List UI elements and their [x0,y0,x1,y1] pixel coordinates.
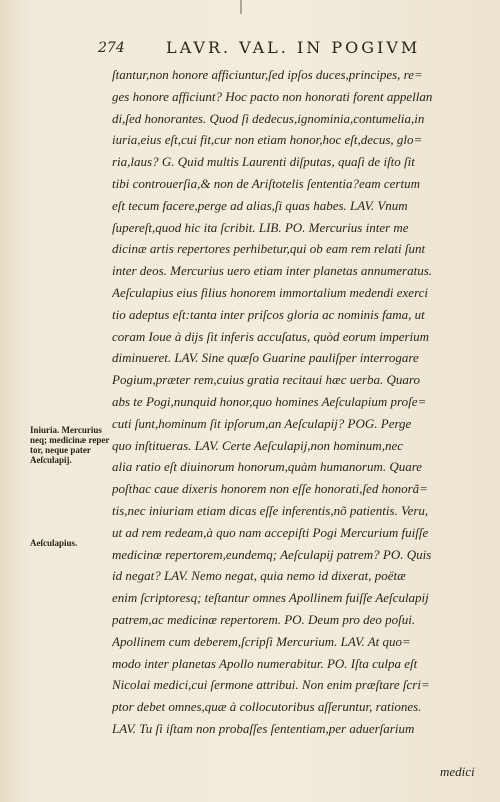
text-line: Apollinem cum deberem,ſcripſi Mercurium. LAV. At quo= [112,633,411,649]
text-line: quo inſtitueras. LAV. Certe Aeſculapij,non hominum,nec [112,437,403,453]
text-line: poſthac caue dixeris honorem non eſſe honorati,ſed honorã= [112,481,428,497]
text-line: ut ad rem redeam,à quo nam accepiſti Pogi Mercurium fuiſſe [112,524,429,540]
page-number: 274 [98,40,125,56]
text-line: Aeſculapius eius filius honorem immortalium medendi exerci [112,284,429,300]
text-line: Pogium,præter rem,cuius gratia recitaui hæc uerba. Quaro [112,372,421,388]
text-line: patrem,ac medicinæ repertorem. PO. Deum pro deo poſui. [112,611,416,627]
text-line: inter deos. Mercurius uero etiam inter planetas annumeratus. [112,263,433,279]
text-line: enim ſcriptoresq; teſtantur omnes Apollinem fuiſſe Aeſculapij [112,590,429,606]
text-line: coram Ioue à dijs ſit inferis accuſatus, quòd eorum imperium [112,328,430,344]
text-line: medicinæ repertorem,eundemq; Aeſculapij patrem? PO. Quis [112,546,432,562]
text-line: tio adeptus eſt:tanta inter priſcos gloria ac nominis fama, ut [112,306,425,322]
text-line: tis,nec iniuriam etiam dicas eſſe inferentis,nõ patientis. Veru, [112,502,429,518]
text-line: dicinæ artis repertores perhibetur,qui ob eam rem relati ſunt [112,241,426,257]
text-line: Nicolai medici,cui ſermone attribui. Non enim præſtare ſcri= [112,677,430,693]
body-text [112,64,490,740]
text-line: ſupereſt,quod hic ita ſcribit. LIB. PO. Mercurius inter me [112,219,409,235]
text-line: id negat? LAV. Nemo negat, quia nemo id dixerat, poëtæ [112,568,406,584]
text-line: di,ſed honorantes. Quod ſi dedecus,ignominia,contumelia,in [112,110,425,126]
text-line: ges honore afficiunt? Hoc pacto non honorati forent appellan [112,88,433,104]
margin-note-aesculapius: Aeſculapius. [30,538,78,548]
text-line: alia ratio eſt diuinorum honorum,quàm humanorum. Quare [112,459,423,475]
text-line: abs te Pogi,nunquid honor,quo homines Aeſculapium proſe= [112,393,427,409]
text-line: ſtantur,non honore afficiuntur,ſed ipſos duces,principes, re= [112,67,423,82]
margin-note-iniuria: Iniuria. Mercurius neq; medicinæ reper tor, neque pater Aeſculapij. [30,425,110,465]
page-edge-mark [240,0,242,14]
text-line: ptor debet omnes,quæ à collocutoribus aſſeruntur, rationes. [112,699,422,715]
text-line: tibi controuerſia,& non de Ariſtotelis ſententia?eam certum [112,175,420,191]
text-line: LAV. Tu ſi iſtam non probaſſes ſententiam,per aduerſarium [112,720,415,736]
catchword: medici [440,764,475,779]
text-line: diminueret. LAV. Sine quæſo Guarine pauliſper interrogare [112,350,419,366]
text-line: modo inter planetas Apollo numerabitur. PO. Iſta culpa eſt [112,655,418,671]
text-line: iuria,eius eſt,cui fit,cur non etiam honor,hoc eſt,decus, glo= [112,132,423,148]
text-line: eſt tecum facere,perge ad alias,ſi quas habes. LAV. Vnum [112,197,408,213]
text-line: ria,laus? G. Quid multis Laurenti diſputas, quaſi de iſto ſit [112,154,415,170]
running-head: LAVR. VAL. IN POGIVM [166,38,421,57]
text-line: cuti ſunt,hominum ſit ipſorum,an Aeſculapij? POG. Perge [112,415,412,431]
